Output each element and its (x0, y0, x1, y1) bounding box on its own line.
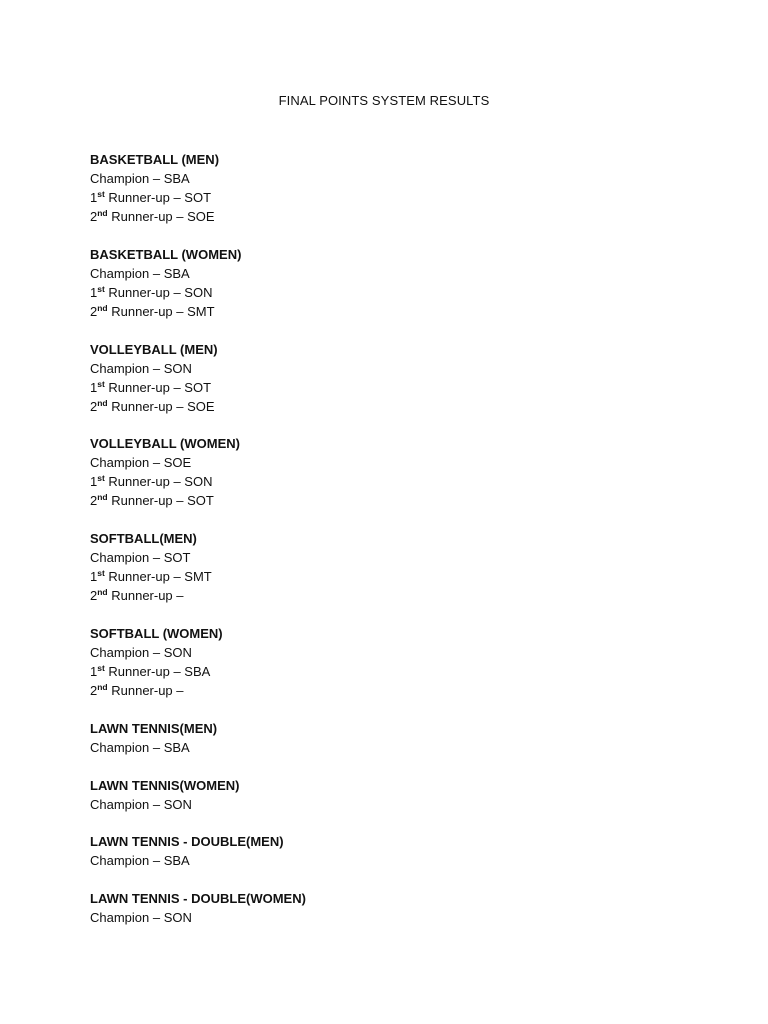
ordinal-number: 2 (90, 209, 98, 224)
result-text: Champion – SON (90, 360, 192, 376)
ordinal-suffix: nd (97, 302, 108, 313)
ordinal-number: 1 (90, 663, 98, 679)
ordinal-number: 1 (90, 569, 98, 585)
section-heading: BASKETBALL (MEN) (90, 152, 220, 167)
place-ordinal (90, 683, 108, 698)
result-line (90, 662, 690, 681)
result-section (90, 776, 690, 814)
result-line (90, 586, 690, 605)
ordinal-number: 1 (90, 190, 98, 205)
place-ordinal (90, 493, 108, 508)
result-section (90, 150, 690, 226)
place-ordinal (90, 285, 105, 300)
result-line (90, 738, 690, 757)
result-section (90, 719, 690, 757)
result-line (90, 188, 690, 207)
result-text: Runner-up – SON (104, 284, 213, 300)
result-text: Champion – SON (90, 644, 192, 660)
result-line (90, 207, 690, 226)
result-line (90, 491, 690, 510)
result-text: Runner-up – SBA (104, 663, 211, 679)
result-text: Champion – SBA (90, 853, 190, 869)
result-text: Champion – SBA (90, 171, 190, 186)
ordinal-suffix: nd (97, 208, 108, 218)
result-text: Runner-up – SOT (107, 493, 214, 509)
result-text: Runner-up – SOE (107, 398, 215, 414)
results-list (90, 150, 690, 946)
ordinal-number: 1 (90, 379, 98, 395)
result-text: Runner-up – (107, 588, 184, 604)
section-heading: LAWN TENNIS - DOUBLE(WOMEN) (90, 891, 306, 907)
result-line (90, 378, 690, 397)
document-title: FINAL POINTS SYSTEM RESULTS (278, 93, 490, 108)
place-ordinal (90, 399, 108, 414)
place-ordinal (90, 664, 105, 679)
result-line (90, 283, 690, 302)
result-section (90, 529, 690, 605)
ordinal-suffix: nd (97, 587, 108, 598)
ordinal-number: 2 (90, 588, 98, 604)
ordinal-number: 2 (90, 493, 98, 509)
result-line (90, 795, 690, 814)
place-ordinal (90, 304, 108, 319)
result-line (90, 472, 690, 491)
section-heading: VOLLEYBALL (MEN) (90, 341, 218, 357)
result-line (90, 264, 690, 283)
result-section (90, 889, 690, 927)
result-line (90, 453, 690, 472)
place-ordinal (90, 588, 108, 603)
section-heading: BASKETBALL (WOMEN) (90, 246, 242, 262)
result-text: Runner-up – SOT (104, 190, 212, 205)
result-text: Runner-up – SMT (107, 303, 215, 319)
place-ordinal (90, 209, 108, 224)
ordinal-suffix: nd (97, 397, 108, 408)
ordinal-number: 2 (90, 682, 98, 698)
place-ordinal (90, 474, 105, 489)
result-line (90, 681, 690, 700)
result-text: Champion – SBA (90, 265, 190, 281)
place-ordinal (90, 190, 105, 205)
result-section (90, 832, 690, 870)
result-line (90, 567, 690, 586)
ordinal-suffix: st (97, 568, 105, 579)
section-heading: VOLLEYBALL (WOMEN) (90, 436, 240, 452)
result-text: Champion – SOT (90, 550, 191, 566)
section-heading: LAWN TENNIS(WOMEN) (90, 777, 240, 793)
result-line (90, 643, 690, 662)
result-line (90, 908, 690, 927)
result-section (90, 434, 690, 510)
ordinal-number: 1 (90, 474, 98, 490)
ordinal-number: 1 (90, 284, 98, 300)
section-heading: SOFTBALL (WOMEN) (90, 625, 223, 641)
section-heading: LAWN TENNIS - DOUBLE(MEN) (90, 834, 284, 850)
ordinal-suffix: st (97, 662, 105, 673)
result-text: Champion – SBA (90, 739, 190, 755)
result-line (90, 359, 690, 378)
result-line (90, 851, 690, 870)
ordinal-suffix: st (97, 473, 105, 484)
section-heading: LAWN TENNIS(MEN) (90, 720, 218, 736)
ordinal-suffix: st (97, 189, 105, 199)
result-text: Runner-up – SOT (104, 379, 212, 395)
result-text: Champion – SON (90, 796, 192, 812)
result-line (90, 548, 690, 567)
ordinal-number: 2 (90, 398, 98, 414)
result-section (90, 624, 690, 700)
result-text: Runner-up – SMT (104, 569, 212, 585)
ordinal-suffix: nd (97, 681, 108, 692)
result-line (90, 302, 690, 321)
result-line (90, 397, 690, 416)
result-section (90, 245, 690, 321)
result-text: Champion – SOE (90, 455, 192, 471)
section-heading: SOFTBALL(MEN) (90, 531, 197, 547)
ordinal-number: 2 (90, 303, 98, 319)
result-text: Runner-up – SOE (107, 209, 215, 224)
place-ordinal (90, 569, 105, 584)
ordinal-suffix: nd (97, 492, 108, 503)
result-text: Runner-up – (107, 682, 184, 698)
ordinal-suffix: st (97, 378, 105, 389)
result-text: Champion – SON (90, 910, 192, 926)
result-text: Runner-up – SON (104, 474, 213, 490)
result-section (90, 340, 690, 416)
ordinal-suffix: st (97, 283, 105, 294)
place-ordinal (90, 380, 105, 395)
result-line (90, 169, 690, 188)
